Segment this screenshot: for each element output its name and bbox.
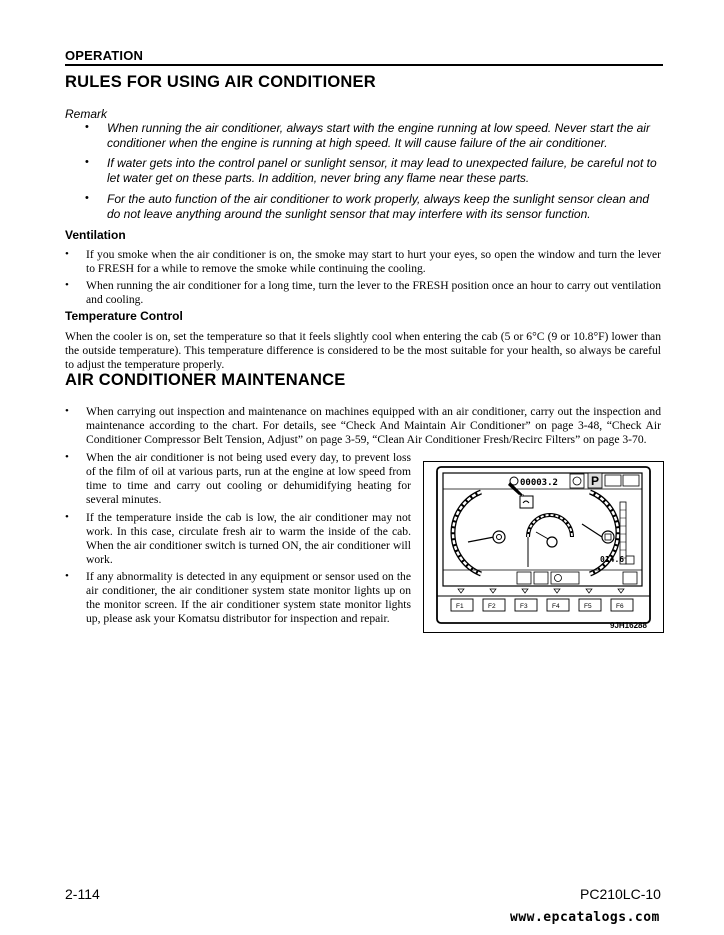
ventilation-item: • When running the air conditioner for a long time, turn the lever to the FRESH position once an hour to carry out ventilation and cooling. <box>65 279 661 306</box>
ventilation-title: Ventilation <box>65 228 126 242</box>
svg-text:F3: F3 <box>520 603 528 610</box>
ac-state-monitor-icon <box>520 496 533 508</box>
remark-title: Remark <box>65 107 108 121</box>
maintenance-item: • When the air conditioner is not being used every day, to prevent loss of the film of oil at various parts, run at the engine at low speed from time to time and carry out cooling or dehumidifying heating for several minutes. <box>65 451 411 506</box>
svg-text:F4: F4 <box>552 603 560 610</box>
svg-text:F1: F1 <box>456 603 464 610</box>
remark-item: • If water gets into the control panel or sunlight sensor, it may lead to unexpected failure, be careful not to let water get on these parts. In addition, never bring any flame near these parts. <box>85 156 657 185</box>
fuel-rate-value: 014.6 <box>600 555 625 564</box>
rules-title: RULES FOR USING AIR CONDITIONER <box>65 73 376 91</box>
svg-text:F6: F6 <box>616 603 624 610</box>
remark-item: • For the auto function of the air conditioner to work properly, always keep the sunlight sensor clean and do not leave anything around the sunlight sensor that may interfere with its sensor function. <box>85 192 650 221</box>
monitor-illustration <box>424 462 663 632</box>
coolant-temp-icon <box>493 531 505 543</box>
svg-text:F5: F5 <box>584 603 592 610</box>
model-number: PC210LC-10 <box>580 886 661 902</box>
maintenance-title: AIR CONDITIONER MAINTENANCE <box>65 371 346 389</box>
hour-meter-value: 00003.2 <box>520 478 558 488</box>
page-number: 2-114 <box>65 886 100 902</box>
section-header: OPERATION <box>65 48 144 63</box>
maintenance-item: • If any abnormality is detected in any equipment or sensor used on the air conditioner, the air conditioner system state monitor lights up on the monitor screen. If the air conditioner system state monitor lights up, please ask your Komatsu distributor for inspection and repair. <box>65 570 411 625</box>
svg-text:F2: F2 <box>488 603 496 610</box>
figure-id: 9JH16288 <box>610 621 647 630</box>
temperature-title: Temperature Control <box>65 309 183 323</box>
fuel-icon <box>602 531 614 543</box>
maintenance-item: • If the temperature inside the cab is low, the air conditioner may not work. In this case, circulate fresh air to warm the inside of the cab. When the air conditioner switch is turned ON, the air conditioner will work. <box>65 511 411 566</box>
ventilation-item: • If you smoke when the air conditioner is on, the smoke may start to hurt your eyes, so open the window and turn the lever to FRESH for a while to remove the smoke while continuing the cooling. <box>65 248 661 275</box>
mode-letter: P <box>591 474 600 488</box>
remark-item: • When running the air conditioner, always start with the engine running at low speed. Never start the air conditioner when the engine is running at high speed. It will cause failure of the air conditioner. <box>85 121 650 150</box>
maintenance-item: • When carrying out inspection and maintenance on machines equipped with an air conditioner, carry out the inspection and maintenance according to the chart. For details, see “Check And Maintain Air Conditioner” on page 3-48, “Check Air Conditioner Compressor Belt Tension, Adjust” on page 3-59, “Clean Air Conditioner Fresh/Recirc Filters” on page 3-70. <box>65 405 661 446</box>
hydraulic-oil-icon <box>547 537 557 547</box>
header-rule <box>65 64 663 66</box>
watermark[interactable]: www.epcatalogs.com <box>510 910 660 925</box>
temperature-text: When the cooler is on, set the temperature so that it feels slightly cool when entering the cab (5 or 6°C (9 or 10.8°F) lower than the outside temperature). This temperature difference is considered to be the most suitable for your health, so always be careful to adjust the temperature properly. <box>65 330 661 371</box>
monitor-figure <box>423 461 664 633</box>
